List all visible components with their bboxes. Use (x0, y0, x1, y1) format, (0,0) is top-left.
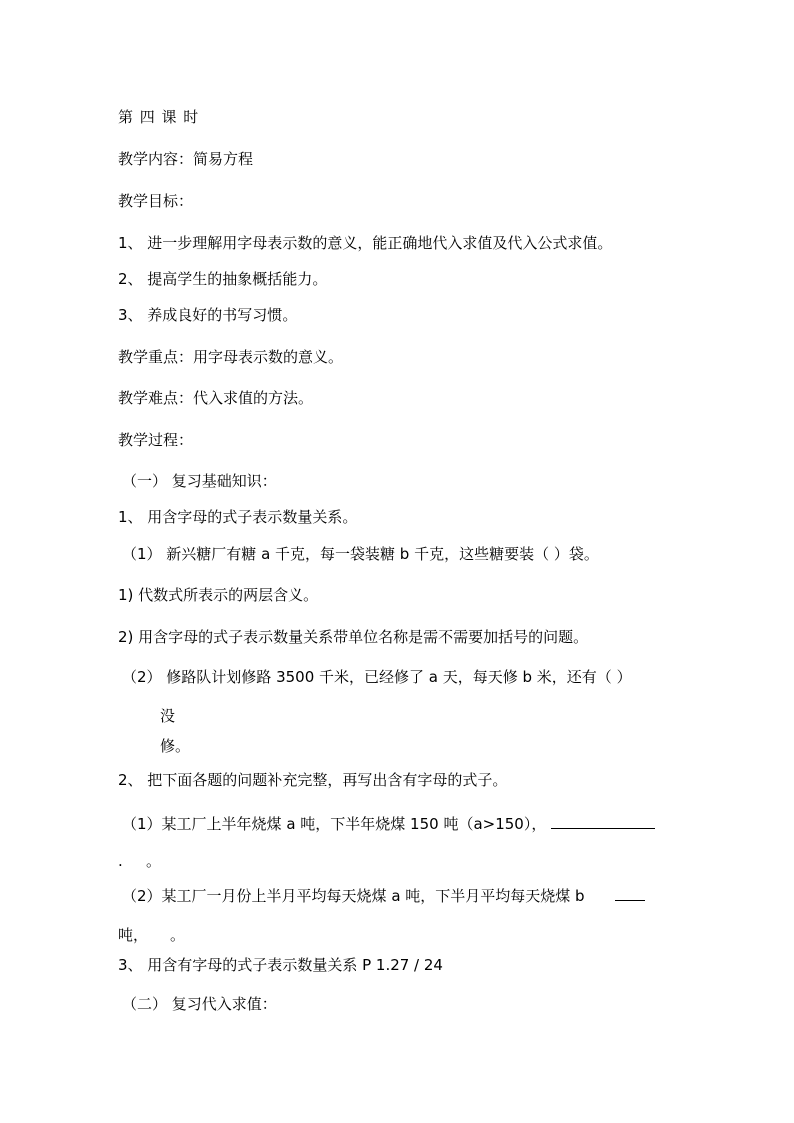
goal-item: 2、 提高学生的抽象概括能力。 (118, 270, 328, 288)
item2-question-2 (122, 887, 645, 905)
item2-question-2-text: （2）某工厂一月份上半月平均每天烧煤 a 吨，下半月平均每天烧煤 b (122, 887, 585, 905)
item2-question-1-period: 。 (146, 852, 162, 870)
item1: 1、 用含字母的式子表示数量关系。 (118, 508, 358, 526)
goal-item: 1、 进一步理解用字母表示数的意义，能正确地代入求值及代入公式求值。 (118, 234, 613, 252)
lesson-title: 第 四 课 时 (118, 108, 199, 126)
goal-item: 3、 养成良好的书写习惯。 (118, 306, 298, 324)
section2-heading: （二） 复习代入求值： (122, 995, 277, 1013)
answer-blank (615, 890, 645, 901)
item2-question-2-period: 。 (170, 926, 186, 944)
question-2-line1: （2） 修路队计划修路 3500 千米，已经修了 a 天，每天修 b 米，还有（ ） (122, 668, 632, 686)
section1-heading: （一） 复习基础知识： (122, 472, 277, 490)
question-2-line2: 没 (160, 707, 176, 725)
question-1: （1） 新兴糖厂有糖 a 千克，每一袋装糖 b 千克，这些糖要装（ ）袋。 (122, 545, 599, 563)
item2-question-1-text: （1）某工厂上半年烧煤 a 吨，下半年烧煤 150 吨（a>150）， (122, 815, 547, 833)
item2-question-2-unit: 吨， (118, 926, 149, 944)
item2-question-2-end (118, 926, 185, 944)
key-point: 教学重点：用字母表示数的意义。 (118, 348, 344, 366)
process-heading: 教学过程： (118, 431, 194, 449)
answer-blank (551, 818, 655, 829)
teaching-content: 教学内容：简易方程 (118, 150, 254, 168)
note-1: 1) 代数式所表示的两层含义。 (118, 586, 319, 604)
item2-question-1 (122, 815, 655, 833)
note-2: 2) 用含字母的式子表示数量关系带单位名称是需不需要加括号的问题。 (118, 628, 589, 646)
goals-heading: 教学目标： (118, 192, 194, 210)
item3: 3、 用含有字母的式子表示数量关系 P 1.27 / 24 (118, 956, 443, 974)
question-2-line3: 修。 (160, 737, 191, 755)
item2-question-1-end: . 。 (118, 852, 162, 870)
difficulty: 教学难点：代入求值的方法。 (118, 389, 314, 407)
item2: 2、 把下面各题的问题补充完整，再写出含有字母的式子。 (118, 771, 508, 789)
